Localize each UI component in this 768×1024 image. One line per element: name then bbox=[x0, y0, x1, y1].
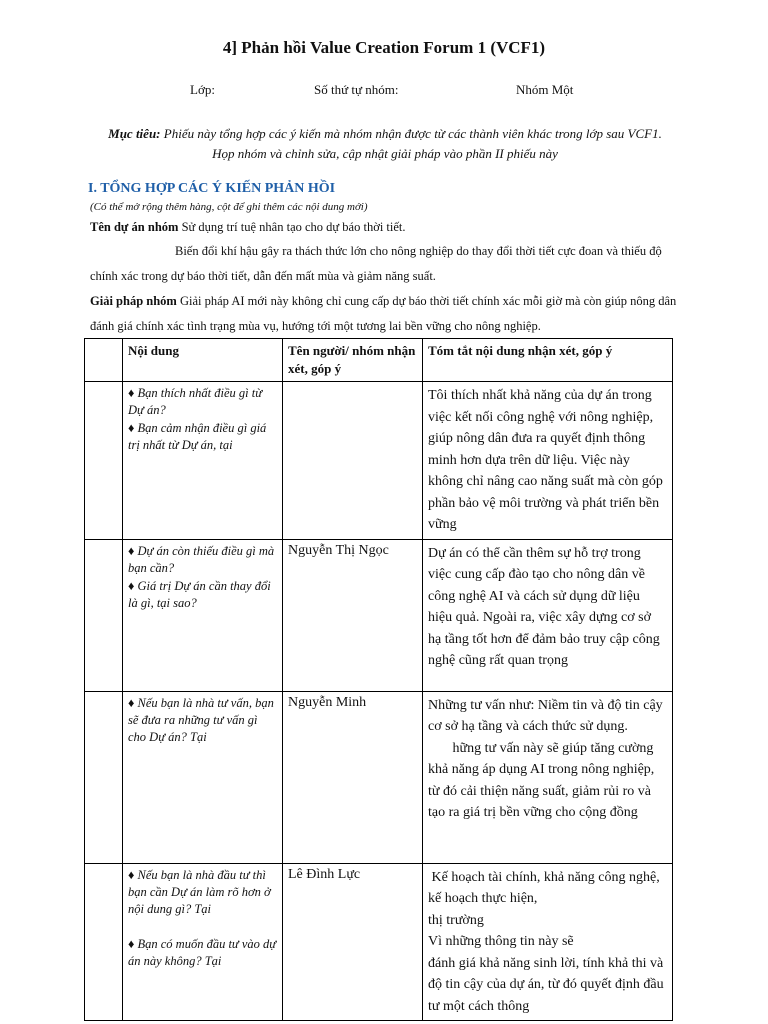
table-row bbox=[85, 691, 673, 863]
question-2: ♦ Giá trị Dự án cần thay đổi là gì, tại sao? bbox=[128, 578, 271, 610]
solution-value: Giải pháp AI mới này không chỉ cung cấp dự báo thời tiết chính xác mỗi giờ mà còn giúp nông dân đánh giá chính xác tình trạng mùa vụ, hướng tới một tương lai bền vững cho nông nghiệp. bbox=[90, 294, 677, 333]
summary-part-c: Vì những thông tin này sẽ bbox=[428, 934, 574, 949]
reviewer-cell: Lê Đình Lực bbox=[283, 863, 423, 1021]
objective bbox=[60, 124, 710, 164]
project-value: Sử dụng trí tuệ nhân tạo cho dự báo thời tiết. bbox=[178, 220, 406, 234]
summary-cell bbox=[423, 691, 673, 863]
feedback-table bbox=[84, 338, 673, 1021]
objective-line1: Phiếu này tổng hợp các ý kiến mà nhóm nhận được từ các thành viên khác trong lớp sau VCF1. bbox=[160, 126, 662, 141]
header-index bbox=[85, 339, 123, 382]
row-index-cell bbox=[85, 539, 123, 691]
question-1: ♦ Nếu bạn là nhà đầu tư thì bạn cần Dự án làm rõ hơn ở nội dung gì? Tại bbox=[128, 867, 271, 916]
question-cell bbox=[123, 539, 283, 691]
group-name: Nhóm Một bbox=[516, 82, 574, 97]
document-title: 4] Phản hồi Value Creation Forum 1 (VCF1) bbox=[222, 38, 546, 57]
solution-paragraph bbox=[90, 289, 680, 339]
section-title: I. TỔNG HỢP CÁC Ý KIẾN PHẢN HỒI bbox=[88, 181, 336, 196]
row-index-cell bbox=[85, 863, 123, 1021]
class-label: Lớp: bbox=[190, 82, 215, 97]
objective-line2: Họp nhóm và chỉnh sửa, cập nhật giải pháp vào phần II phiếu này bbox=[212, 146, 558, 161]
question-2: ♦ Bạn cảm nhận điều gì giá trị nhất từ Dự án, tại bbox=[128, 421, 267, 452]
question-cell bbox=[123, 863, 283, 1021]
summary-part-a: Kế hoạch tài chính, khả năng công nghệ, kế hoạch thực hiện, bbox=[428, 869, 667, 906]
question-1: ♦ Dự án còn thiếu điều gì mà bạn cần? bbox=[128, 543, 275, 575]
section-note: (Có thể mở rộng thêm hàng, cột để ghi thêm các nội dung mới) bbox=[90, 201, 368, 213]
project-line bbox=[90, 215, 680, 240]
reviewer-cell: Nguyễn Thị Ngọc bbox=[283, 539, 423, 691]
summary-part-d: đánh giá khả năng sinh lời, tính khả thi và độ tin cậy của dự án, từ đó quyết định đầu tư một cách thông bbox=[428, 955, 664, 1014]
question-1: ♦ Nếu bạn là nhà tư vấn, bạn sẽ đưa ra những tư vấn gì cho Dự án? Tại bbox=[128, 695, 274, 744]
objective-label: Mục tiêu: bbox=[108, 126, 161, 141]
table-row bbox=[85, 539, 673, 691]
header-content: Nội dung bbox=[123, 339, 283, 382]
reviewer-cell: Nguyễn Minh bbox=[283, 691, 423, 863]
summary-part-b: hững tư vấn này sẽ giúp tăng cường khả năng áp dụng AI trong nông nghiệp, từ đó cải thiện năng suất, giảm rủi ro và tạo ra giá trị bền vững cho cộng đồng bbox=[428, 740, 658, 820]
question-cell bbox=[123, 382, 283, 540]
question-1: ♦ Bạn thích nhất điều gì từ Dự án? bbox=[128, 386, 263, 417]
row-index-cell bbox=[85, 691, 123, 863]
summary-part-a: Những tư vấn như: Niềm tin và độ tin cậy cơ sở hạ tầng và cách thức sử dụng. bbox=[428, 697, 663, 734]
row-index-cell bbox=[85, 382, 123, 540]
summary-cell: Tôi thích nhất khả năng của dự án trong việc kết nối công nghệ với nông nghiệp, giúp nông dân đưa ra quyết định thông minh hơn dựa trên dữ liệu. Việc này không chỉ nâng cao năng suất mà còn góp phần bảo vệ môi trường và phát triển bền vững bbox=[423, 382, 673, 540]
reviewer-cell bbox=[283, 382, 423, 540]
question-cell bbox=[123, 691, 283, 863]
header-summary: Tóm tắt nội dung nhận xét, góp ý bbox=[423, 339, 673, 382]
table-header-row bbox=[85, 339, 673, 382]
summary-cell: Dự án có thể cần thêm sự hỗ trợ trong việc cung cấp đào tạo cho nông dân về công nghệ AI và cách sử dụng dữ liệu hiệu quả. Ngoài ra, việc xây dựng cơ sở hạ tầng tốt hơn để đảm bảo truy cập công nghệ cũng rất quan trọng bbox=[423, 539, 673, 691]
summary-cell bbox=[423, 863, 673, 1021]
summary-part-b: thị trường bbox=[428, 912, 484, 928]
header-reviewer: Tên người/ nhóm nhận xét, góp ý bbox=[283, 339, 423, 382]
project-label: Tên dự án nhóm bbox=[90, 220, 179, 234]
table-row bbox=[85, 382, 673, 540]
table-row bbox=[85, 863, 673, 1021]
group-number-label: Số thứ tự nhóm: bbox=[314, 82, 399, 97]
question-2: ♦ Bạn có muốn đầu tư vào dự án này không? Tại bbox=[128, 936, 277, 968]
solution-label: Giải pháp nhóm bbox=[90, 294, 177, 308]
problem-paragraph: Biến đổi khí hậu gây ra thách thức lớn cho nông nghiệp do thay đổi thời tiết cực đoan và thiếu độ chính xác trong dự báo thời tiết, dẫn đến mất mùa và giảm năng suất. bbox=[90, 244, 662, 283]
